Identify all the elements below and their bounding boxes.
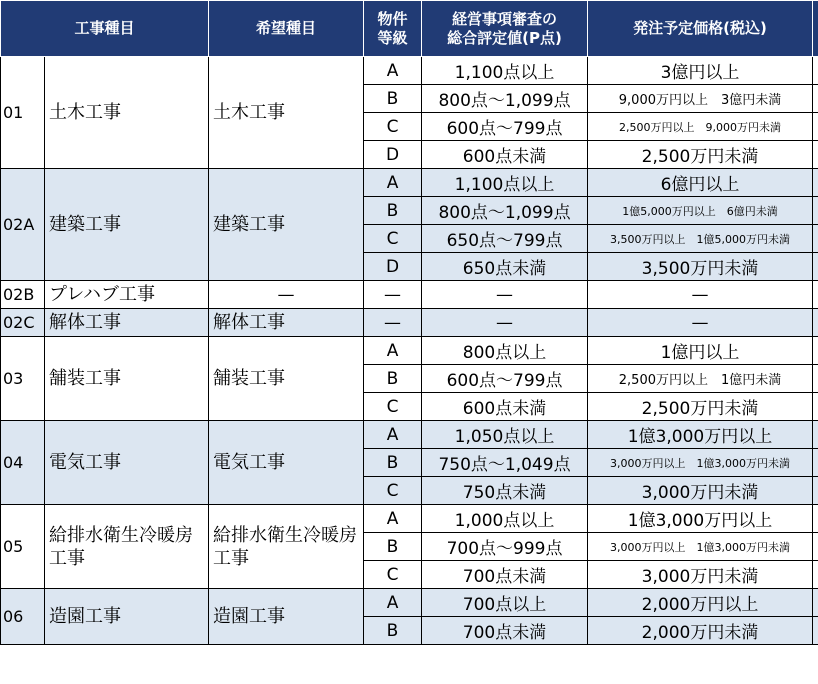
extra-cell bbox=[813, 113, 818, 141]
type-name: プレハブ工事 bbox=[45, 281, 209, 309]
hope-name: 給排水衛生冷暖房工事 bbox=[209, 505, 364, 589]
grade-cell: A bbox=[364, 57, 422, 85]
type-code: 04 bbox=[1, 421, 45, 505]
extra-cell bbox=[813, 505, 818, 533]
extra-cell bbox=[813, 533, 818, 561]
price-cell: 3億円以上 bbox=[588, 57, 813, 85]
type-code: 02B bbox=[1, 281, 45, 309]
extra-cell bbox=[813, 477, 818, 505]
type-code: 01 bbox=[1, 57, 45, 169]
price-cell: 1億5,000万円以上 6億円未満 bbox=[588, 197, 813, 225]
grade-cell: D bbox=[364, 141, 422, 169]
price-cell: 3,000万円以上 1億3,000万円未満 bbox=[588, 533, 813, 561]
table-row bbox=[1, 57, 818, 85]
type-name: 造園工事 bbox=[45, 589, 209, 645]
price-cell: 2,500万円以上 9,000万円未満 bbox=[588, 113, 813, 141]
price-cell: 3,000万円未満 bbox=[588, 561, 813, 589]
score-cell: 600点～799点 bbox=[422, 365, 588, 393]
table-row bbox=[1, 337, 818, 365]
extra-cell bbox=[813, 141, 818, 169]
type-code: 06 bbox=[1, 589, 45, 645]
extra-cell bbox=[813, 617, 818, 645]
score-cell: 1,050点以上 bbox=[422, 421, 588, 449]
price-cell: 3,500万円以上 1億5,000万円未満 bbox=[588, 225, 813, 253]
header-extra bbox=[813, 1, 818, 57]
price-cell: 3,000万円以上 1億3,000万円未満 bbox=[588, 449, 813, 477]
extra-cell bbox=[813, 253, 818, 281]
type-name: 建築工事 bbox=[45, 169, 209, 281]
table-row bbox=[1, 169, 818, 197]
header-hope: 希望種目 bbox=[209, 1, 364, 57]
table-body bbox=[1, 57, 818, 645]
price-cell: 2,500万円未満 bbox=[588, 393, 813, 421]
table-row bbox=[1, 281, 818, 309]
score-cell: 1,100点以上 bbox=[422, 57, 588, 85]
grade-cell: C bbox=[364, 225, 422, 253]
score-cell: 600点～799点 bbox=[422, 113, 588, 141]
price-cell: — bbox=[588, 309, 813, 337]
score-cell: 1,100点以上 bbox=[422, 169, 588, 197]
price-cell: 3,000万円未満 bbox=[588, 477, 813, 505]
grade-cell: B bbox=[364, 533, 422, 561]
grade-cell: A bbox=[364, 421, 422, 449]
hope-name: 建築工事 bbox=[209, 169, 364, 281]
score-cell: 750点未満 bbox=[422, 477, 588, 505]
header-type: 工事種目 bbox=[1, 1, 209, 57]
extra-cell bbox=[813, 281, 818, 309]
price-cell: — bbox=[588, 281, 813, 309]
hope-name: 解体工事 bbox=[209, 309, 364, 337]
score-cell: 750点～1,049点 bbox=[422, 449, 588, 477]
grade-cell: B bbox=[364, 85, 422, 113]
price-cell: 1億3,000万円以上 bbox=[588, 421, 813, 449]
grade-cell: C bbox=[364, 477, 422, 505]
extra-cell bbox=[813, 57, 818, 85]
header-score-line2: 総合評定値(P点) bbox=[447, 28, 562, 47]
header-grade-line2: 等級 bbox=[377, 28, 408, 47]
type-code: 02A bbox=[1, 169, 45, 281]
extra-cell bbox=[813, 365, 818, 393]
type-name: 土木工事 bbox=[45, 57, 209, 169]
extra-cell bbox=[813, 309, 818, 337]
table-row bbox=[1, 309, 818, 337]
grade-cell: — bbox=[364, 281, 422, 309]
score-cell: 700点未満 bbox=[422, 561, 588, 589]
extra-cell bbox=[813, 393, 818, 421]
price-cell: 1億円以上 bbox=[588, 337, 813, 365]
type-name: 解体工事 bbox=[45, 309, 209, 337]
extra-cell bbox=[813, 589, 818, 617]
price-cell: 1億3,000万円以上 bbox=[588, 505, 813, 533]
score-cell: — bbox=[422, 309, 588, 337]
hope-name: 土木工事 bbox=[209, 57, 364, 169]
score-cell: 700点未満 bbox=[422, 617, 588, 645]
header-score bbox=[422, 1, 588, 57]
score-cell: — bbox=[422, 281, 588, 309]
extra-cell bbox=[813, 169, 818, 197]
table-row bbox=[1, 421, 818, 449]
grade-cell: D bbox=[364, 253, 422, 281]
grade-cell: B bbox=[364, 617, 422, 645]
type-name: 舗装工事 bbox=[45, 337, 209, 421]
grade-cell: A bbox=[364, 337, 422, 365]
extra-cell bbox=[813, 561, 818, 589]
type-code: 02C bbox=[1, 309, 45, 337]
grade-cell: C bbox=[364, 393, 422, 421]
hope-name: 電気工事 bbox=[209, 421, 364, 505]
header-grade bbox=[364, 1, 422, 57]
header-score-line1: 経営事項審査の bbox=[452, 9, 558, 28]
score-cell: 700点～999点 bbox=[422, 533, 588, 561]
extra-cell bbox=[813, 197, 818, 225]
grade-cell: B bbox=[364, 197, 422, 225]
type-name: 給排水衛生冷暖房工事 bbox=[45, 505, 209, 589]
score-cell: 1,000点以上 bbox=[422, 505, 588, 533]
extra-cell bbox=[813, 421, 818, 449]
score-cell: 600点未満 bbox=[422, 141, 588, 169]
type-name: 電気工事 bbox=[45, 421, 209, 505]
grade-cell: A bbox=[364, 589, 422, 617]
score-cell: 600点未満 bbox=[422, 393, 588, 421]
hope-name: 舗装工事 bbox=[209, 337, 364, 421]
hope-name: — bbox=[209, 281, 364, 309]
score-cell: 800点～1,099点 bbox=[422, 197, 588, 225]
extra-cell bbox=[813, 337, 818, 365]
type-code: 05 bbox=[1, 505, 45, 589]
grade-cell: A bbox=[364, 169, 422, 197]
table-row bbox=[1, 505, 818, 533]
price-cell: 2,500万円以上 1億円未満 bbox=[588, 365, 813, 393]
extra-cell bbox=[813, 225, 818, 253]
price-cell: 2,500万円未満 bbox=[588, 141, 813, 169]
score-cell: 650点未満 bbox=[422, 253, 588, 281]
header-row bbox=[1, 1, 818, 57]
score-cell: 700点以上 bbox=[422, 589, 588, 617]
table-row bbox=[1, 589, 818, 617]
price-cell: 2,000万円以上 bbox=[588, 589, 813, 617]
grade-cell: B bbox=[364, 449, 422, 477]
extra-cell bbox=[813, 449, 818, 477]
type-code: 03 bbox=[1, 337, 45, 421]
header-grade-line1: 物件 bbox=[377, 9, 408, 28]
score-cell: 800点以上 bbox=[422, 337, 588, 365]
grade-cell: A bbox=[364, 505, 422, 533]
extra-cell bbox=[813, 85, 818, 113]
price-cell: 2,000万円未満 bbox=[588, 617, 813, 645]
price-cell: 6億円以上 bbox=[588, 169, 813, 197]
grade-cell: B bbox=[364, 365, 422, 393]
price-cell: 9,000万円以上 3億円未満 bbox=[588, 85, 813, 113]
score-cell: 650点～799点 bbox=[422, 225, 588, 253]
grade-cell: C bbox=[364, 561, 422, 589]
hope-name: 造園工事 bbox=[209, 589, 364, 645]
header-price: 発注予定価格(税込) bbox=[588, 1, 813, 57]
grade-cell: C bbox=[364, 113, 422, 141]
score-cell: 800点～1,099点 bbox=[422, 85, 588, 113]
grade-cell: — bbox=[364, 309, 422, 337]
price-cell: 3,500万円未満 bbox=[588, 253, 813, 281]
